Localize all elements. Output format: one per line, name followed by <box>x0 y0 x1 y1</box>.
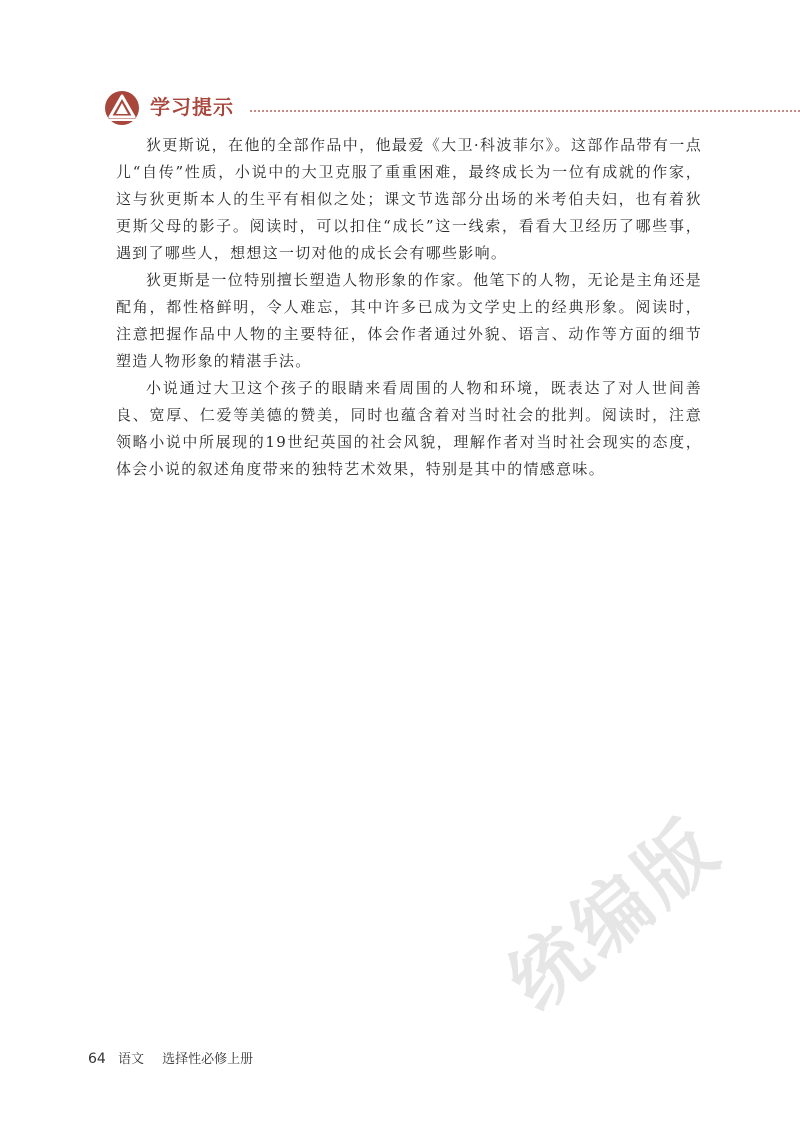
section-title: 学习提示 <box>150 95 234 119</box>
page-footer <box>88 1048 253 1067</box>
book-title: 选择性必修上册 <box>162 1052 254 1067</box>
paragraph-2: 狄更斯是一位特别擅长塑造人物形象的作家。他笔下的人物，无论是主角还是配角，都性格鲜明，令人难忘，其中许多已成为文学史上的经典形象。阅读时，注意把握作品中人物的主要特征，体会作者通过外貌、语言、动作等方面的细节塑造人物形象的精湛手法。 <box>116 271 702 370</box>
section-header <box>104 90 704 126</box>
page-number: 64 <box>88 1051 106 1067</box>
body-text <box>116 132 702 483</box>
subject-label: 语文 <box>117 1052 144 1067</box>
paragraph-1: 狄更斯说，在他的全部作品中，他最爱《大卫·科波菲尔》。这部作品带有一点儿“自传”性质，小说中的大卫克服了重重困难，最终成长为一位有成就的作家，这与狄更斯本人的生平有相似之处；课文节选部分出场的米考伯夫妇，也有着狄更斯父母的影子。阅读时，可以扣住“成长”这一线索，看看大卫经历了哪些事，遇到了哪些人，想想这一切对他的成长会有哪些影响。 <box>116 136 702 262</box>
paragraph-3: 小说通过大卫这个孩子的眼睛来看周围的人物和环境，既表达了对人世间善良、宽厚、仁爱等美德的赞美，同时也蕴含着对当时社会的批判。阅读时，注意领略小说中所展现的19世纪英国的社会风貌，理解作者对当时社会现实的态度，体会小说的叙述角度带来的独特艺术效果，特别是其中的情感意味。 <box>116 379 702 478</box>
dotted-divider <box>250 110 800 112</box>
triangle-logo-icon <box>104 90 140 126</box>
watermark-text: 统编版 <box>491 800 738 1028</box>
